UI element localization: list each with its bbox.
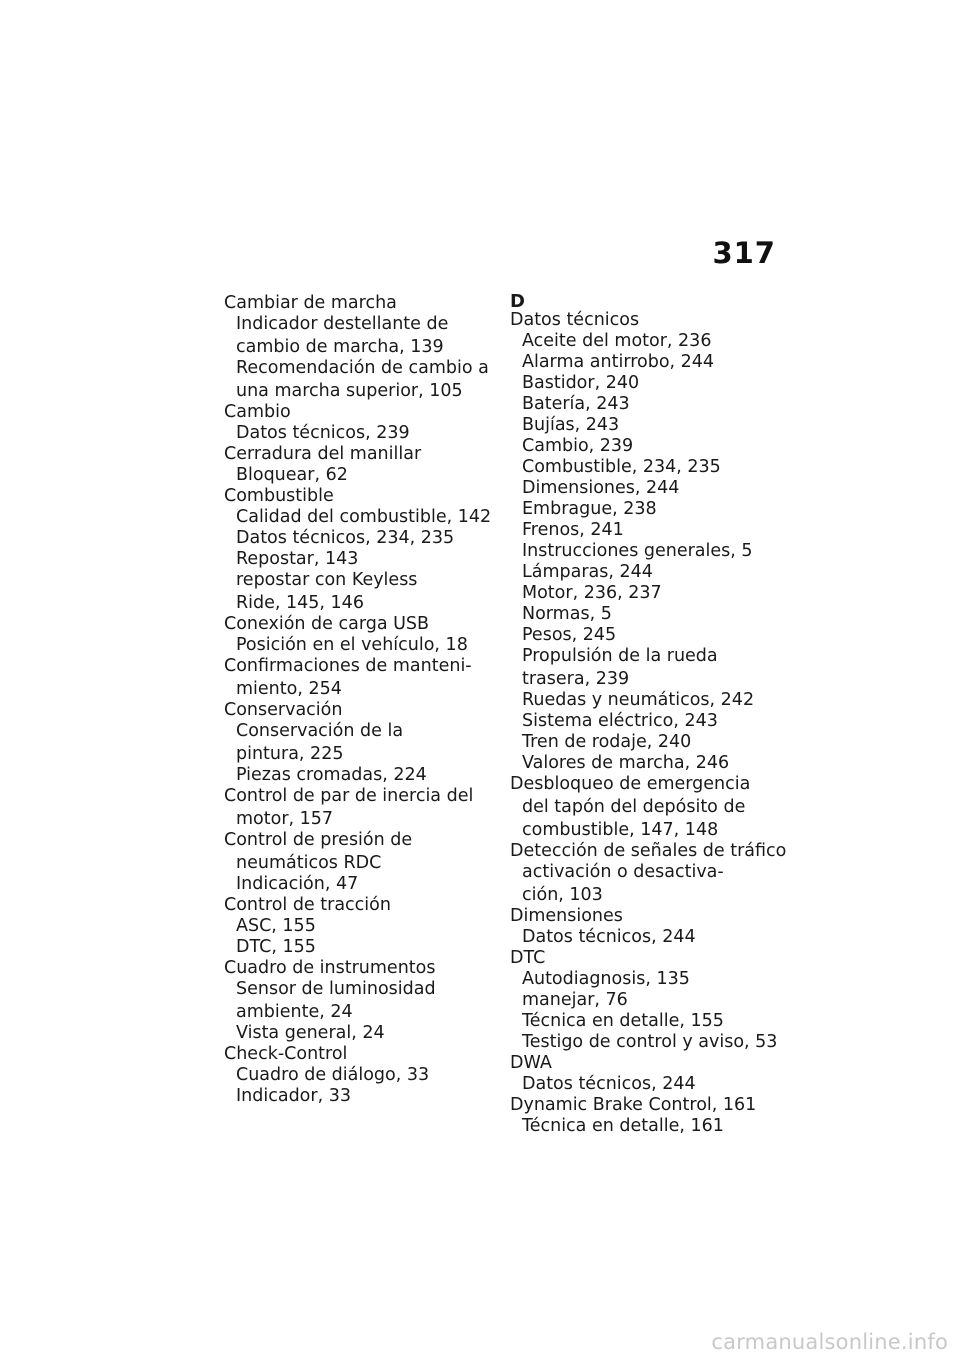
index-sub-entry: Dimensiones, 244 — [522, 478, 680, 498]
index-sub-entry: Normas, 5 — [522, 604, 612, 624]
index-sub-entry: Indicación, 47 — [236, 874, 359, 894]
index-sub-entry: DTC, 155 — [236, 937, 316, 957]
index-sub-entry: Alarma antirrobo, 244 — [522, 352, 715, 372]
index-sub-entry: Bloquear, 62 — [236, 465, 348, 485]
index-sub-entry: Batería, 243 — [522, 394, 630, 414]
index-main-entry: Conexión de carga USB — [224, 614, 430, 634]
index-entry-continuation: miento, 254 — [236, 679, 342, 699]
index-entry-continuation: cambio de marcha, 139 — [236, 337, 444, 357]
index-main-entry: Combustible — [224, 486, 334, 506]
index-entry-continuation: una marcha superior, 105 — [236, 381, 463, 401]
index-sub-entry: Técnica en detalle, 161 — [522, 1116, 724, 1136]
index-sub-entry: Testigo de control y aviso, 53 — [522, 1032, 778, 1052]
index-letter-heading: D — [510, 291, 525, 312]
index-sub-entry: Bujías, 243 — [522, 415, 620, 435]
index-sub-entry: Indicador destellante de — [236, 314, 449, 334]
index-sub-entry: Vista general, 24 — [236, 1023, 385, 1043]
index-sub-entry: Combustible, 234, 235 — [522, 457, 721, 477]
index-sub-entry: Posición en el vehículo, 18 — [236, 635, 468, 655]
index-sub-entry: Valores de marcha, 246 — [522, 753, 730, 773]
index-sub-entry: Datos técnicos, 239 — [236, 423, 410, 443]
index-main-entry: Datos técnicos — [510, 310, 640, 330]
index-sub-entry: Cuadro de diálogo, 33 — [236, 1065, 430, 1085]
index-main-entry: Conservación — [224, 700, 343, 720]
index-main-entry: Detección de señales de tráfico — [510, 841, 787, 861]
index-entry-continuation: trasera, 239 — [522, 669, 630, 689]
index-main-entry: Check-Control — [224, 1044, 348, 1064]
index-sub-entry: Datos técnicos, 244 — [522, 1074, 696, 1094]
index-sub-entry: Ruedas y neumáticos, 242 — [522, 690, 755, 710]
index-sub-entry: Sensor de luminosidad — [236, 979, 436, 999]
index-sub-entry: ASC, 155 — [236, 916, 316, 936]
index-main-entry: Confirmaciones de manteni- — [224, 656, 472, 676]
index-sub-entry: Embrague, 238 — [522, 499, 657, 519]
index-sub-entry: Cambio, 239 — [522, 436, 634, 456]
index-sub-entry: Frenos, 241 — [522, 520, 624, 540]
index-sub-entry: Datos técnicos, 244 — [522, 927, 696, 947]
index-main-entry: Cerradura del manillar — [224, 444, 422, 464]
watermark: carmanualsonline.info — [711, 1330, 948, 1354]
index-sub-entry: repostar con Keyless — [236, 570, 418, 590]
index-sub-entry: Recomendación de cambio a — [236, 358, 489, 378]
index-main-entry: Control de par de inercia del — [224, 786, 474, 806]
index-sub-entry: Aceite del motor, 236 — [522, 331, 712, 351]
index-main-entry: Cuadro de instrumentos — [224, 958, 436, 978]
index-entry-continuation: ción, 103 — [522, 885, 603, 905]
index-sub-entry: Técnica en detalle, 155 — [522, 1011, 724, 1031]
index-sub-entry: Datos técnicos, 234, 235 — [236, 528, 455, 548]
index-sub-entry: Piezas cromadas, 224 — [236, 765, 427, 785]
index-sub-entry: Lámparas, 244 — [522, 562, 653, 582]
index-main-entry: DTC — [510, 948, 546, 968]
index-column-left — [224, 293, 492, 1107]
index-column-right — [510, 293, 790, 1137]
index-main-entry: Control de tracción — [224, 895, 391, 915]
index-sub-entry: activación o desactiva- — [522, 862, 724, 882]
index-entry-continuation: combustible, 147, 148 — [522, 820, 719, 840]
index-main-entry: Dynamic Brake Control, 161 — [510, 1095, 757, 1115]
index-main-entry: Cambiar de marcha — [224, 293, 397, 313]
index-sub-entry: Repostar, 143 — [236, 549, 359, 569]
index-sub-entry: Conservación de la — [236, 721, 404, 741]
index-sub-entry: Indicador, 33 — [236, 1086, 351, 1106]
index-main-entry: DWA — [510, 1053, 552, 1073]
index-sub-entry: Motor, 236, 237 — [522, 583, 662, 603]
index-entry-continuation: neumáticos RDC — [236, 853, 382, 873]
index-main-entry: Desbloqueo de emergencia — [510, 774, 751, 794]
index-entry-continuation: ambiente, 24 — [236, 1002, 353, 1022]
index-entry-continuation: motor, 157 — [236, 809, 334, 829]
index-sub-entry: Sistema eléctrico, 243 — [522, 711, 718, 731]
index-sub-entry: Pesos, 245 — [522, 625, 617, 645]
index-sub-entry: Instrucciones generales, 5 — [522, 541, 753, 561]
index-sub-entry: Propulsión de la rueda — [522, 646, 718, 666]
index-main-entry: Dimensiones — [510, 906, 623, 926]
index-sub-entry: Autodiagnosis, 135 — [522, 969, 690, 989]
index-sub-entry: Tren de rodaje, 240 — [522, 732, 692, 752]
index-entry-continuation: Ride, 145, 146 — [236, 593, 364, 613]
index-sub-entry: manejar, 76 — [522, 990, 628, 1010]
page-number: 317 — [712, 236, 776, 270]
index-sub-entry: Bastidor, 240 — [522, 373, 640, 393]
index-entry-continuation: del tapón del depósito de — [522, 797, 746, 817]
index-main-entry: Control de presión de — [224, 830, 413, 850]
index-main-entry: Cambio — [224, 402, 291, 422]
index-sub-entry: Calidad del combustible, 142 — [236, 507, 492, 527]
index-entry-continuation: pintura, 225 — [236, 744, 344, 764]
